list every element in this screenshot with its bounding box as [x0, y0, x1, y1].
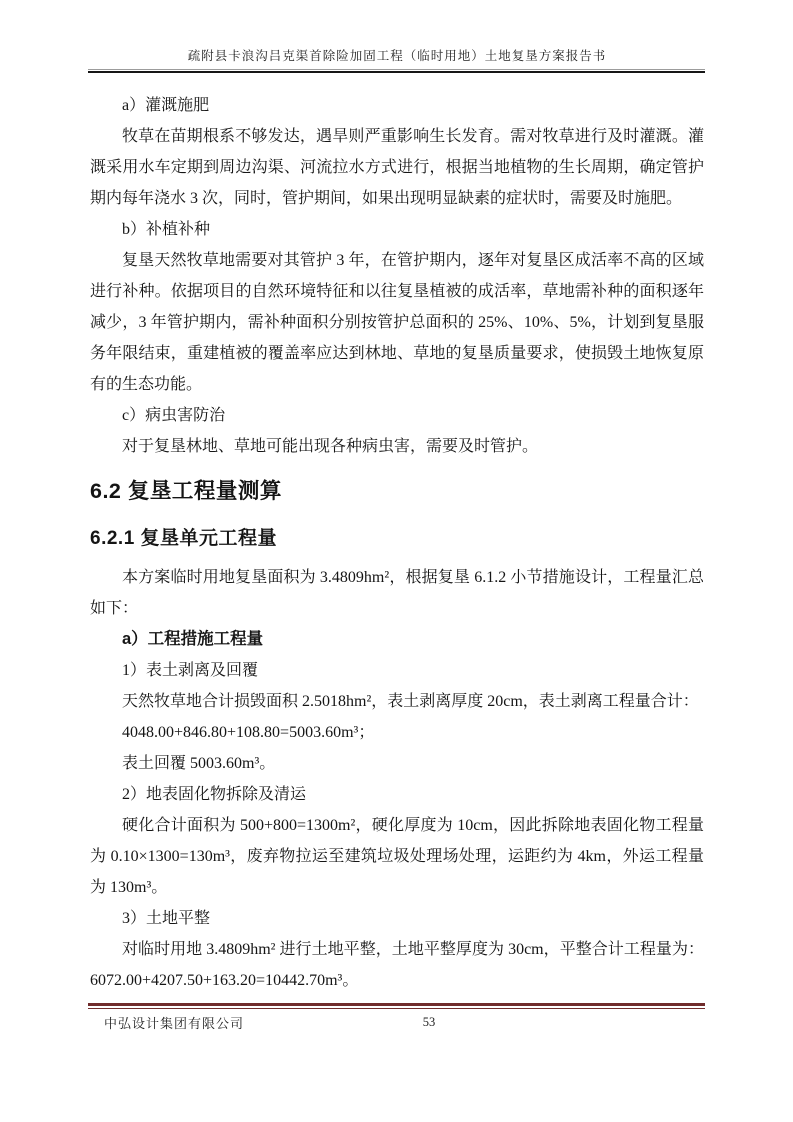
- list-item-1-topsoil-stripping: 1）表土剥离及回覆: [122, 662, 259, 679]
- footer-rule: [88, 1003, 705, 1009]
- section-heading-6-2: 6.2 复垦工程量测算: [90, 479, 282, 503]
- list-item-3-land-leveling: 3）土地平整: [122, 910, 211, 927]
- paragraph-land-leveling: 对临时用地 3.4809hm² 进行土地平整，土地平整厚度为 30cm，平整合计工程量为：6072.00+4207.50+163.20=10442.70m³。: [90, 941, 704, 989]
- subsection-heading-6-2-1: 6.2.1 复垦单元工程量: [90, 528, 278, 549]
- page-number: 53: [422, 1015, 436, 1029]
- paragraph-replanting: 复垦天然牧草地需要对其管护 3 年，在管护期内，逐年对复垦区成活率不高的区域进行补种。依据项目的自然环境特征和以往复垦植被的成活率，草地需补种的面积逐年减少，3 年管护期内，需补种面积分别按管护总面积的 25%、10%、5%，计划到复垦服务年限结束，重建植被的覆盖率应达到林地、草地的复垦质量要求，使损毁土地恢复原有的生态功能。: [90, 252, 704, 393]
- paragraph-surface-hardening-removal: 硬化合计面积为 500+800=1300m²，硬化厚度为 10cm，因此拆除地表固化物工程量为 0.10×1300=130m³，废弃物拉运至建筑垃圾处理场处理，运距约为 4km，外运工程量为 130m³。: [90, 817, 704, 896]
- list-item-2-surface-hardening-removal: 2）地表固化物拆除及清运: [122, 786, 307, 803]
- paragraph-topsoil-stripping: 天然牧草地合计损毁面积 2.5018hm²，表土剥离厚度 20cm，表土剥离工程量合计：: [122, 693, 699, 710]
- header-rule-thick-line: [88, 71, 705, 73]
- document-body: [90, 90, 704, 996]
- paragraph-pest-control: 对于复垦林地、草地可能出现各种病虫害，需要及时管护。: [122, 438, 539, 455]
- footer-company-name: 中弘设计集团有限公司: [104, 1016, 245, 1031]
- footer-rule-thick-line: [88, 1003, 705, 1006]
- page-header-title: 疏附县卡浪沟吕克渠首除险加固工程（临时用地）土地复垦方案报告书: [187, 49, 607, 63]
- list-item-heading-a-irrigation: a）灌溉施肥: [122, 97, 210, 114]
- list-item-heading-b-replanting: b）补植补种: [122, 221, 211, 238]
- list-item-heading-c-pest-control: c）病虫害防治: [122, 407, 226, 424]
- header-rule-thin-line: [88, 69, 705, 70]
- header-rule: [88, 69, 705, 73]
- paragraph-irrigation: 牧草在苗期根系不够发达，遇旱则严重影响生长发育。需对牧草进行及时灌溉。灌溉采用水车定期到周边沟渠、河流拉水方式进行，根据当地植物的生长周期，确定管护期内每年浇水 3 次，同时，管护期间，如果出现明显缺素的症状时，需要及时施肥。: [90, 128, 704, 207]
- bold-list-heading-engineering-measures: a）工程措施工程量: [122, 630, 264, 648]
- formula-topsoil-stripping-total: 4048.00+846.80+108.80=5003.60m³；: [122, 724, 375, 741]
- footer-rule-thin-line: [88, 1008, 705, 1009]
- paragraph-topsoil-backfill: 表土回覆 5003.60m³。: [122, 755, 276, 772]
- paragraph-reclamation-area-summary: 本方案临时用地复垦面积为 3.4809hm²，根据复垦 6.1.2 小节措施设计，工程量汇总如下：: [90, 569, 704, 617]
